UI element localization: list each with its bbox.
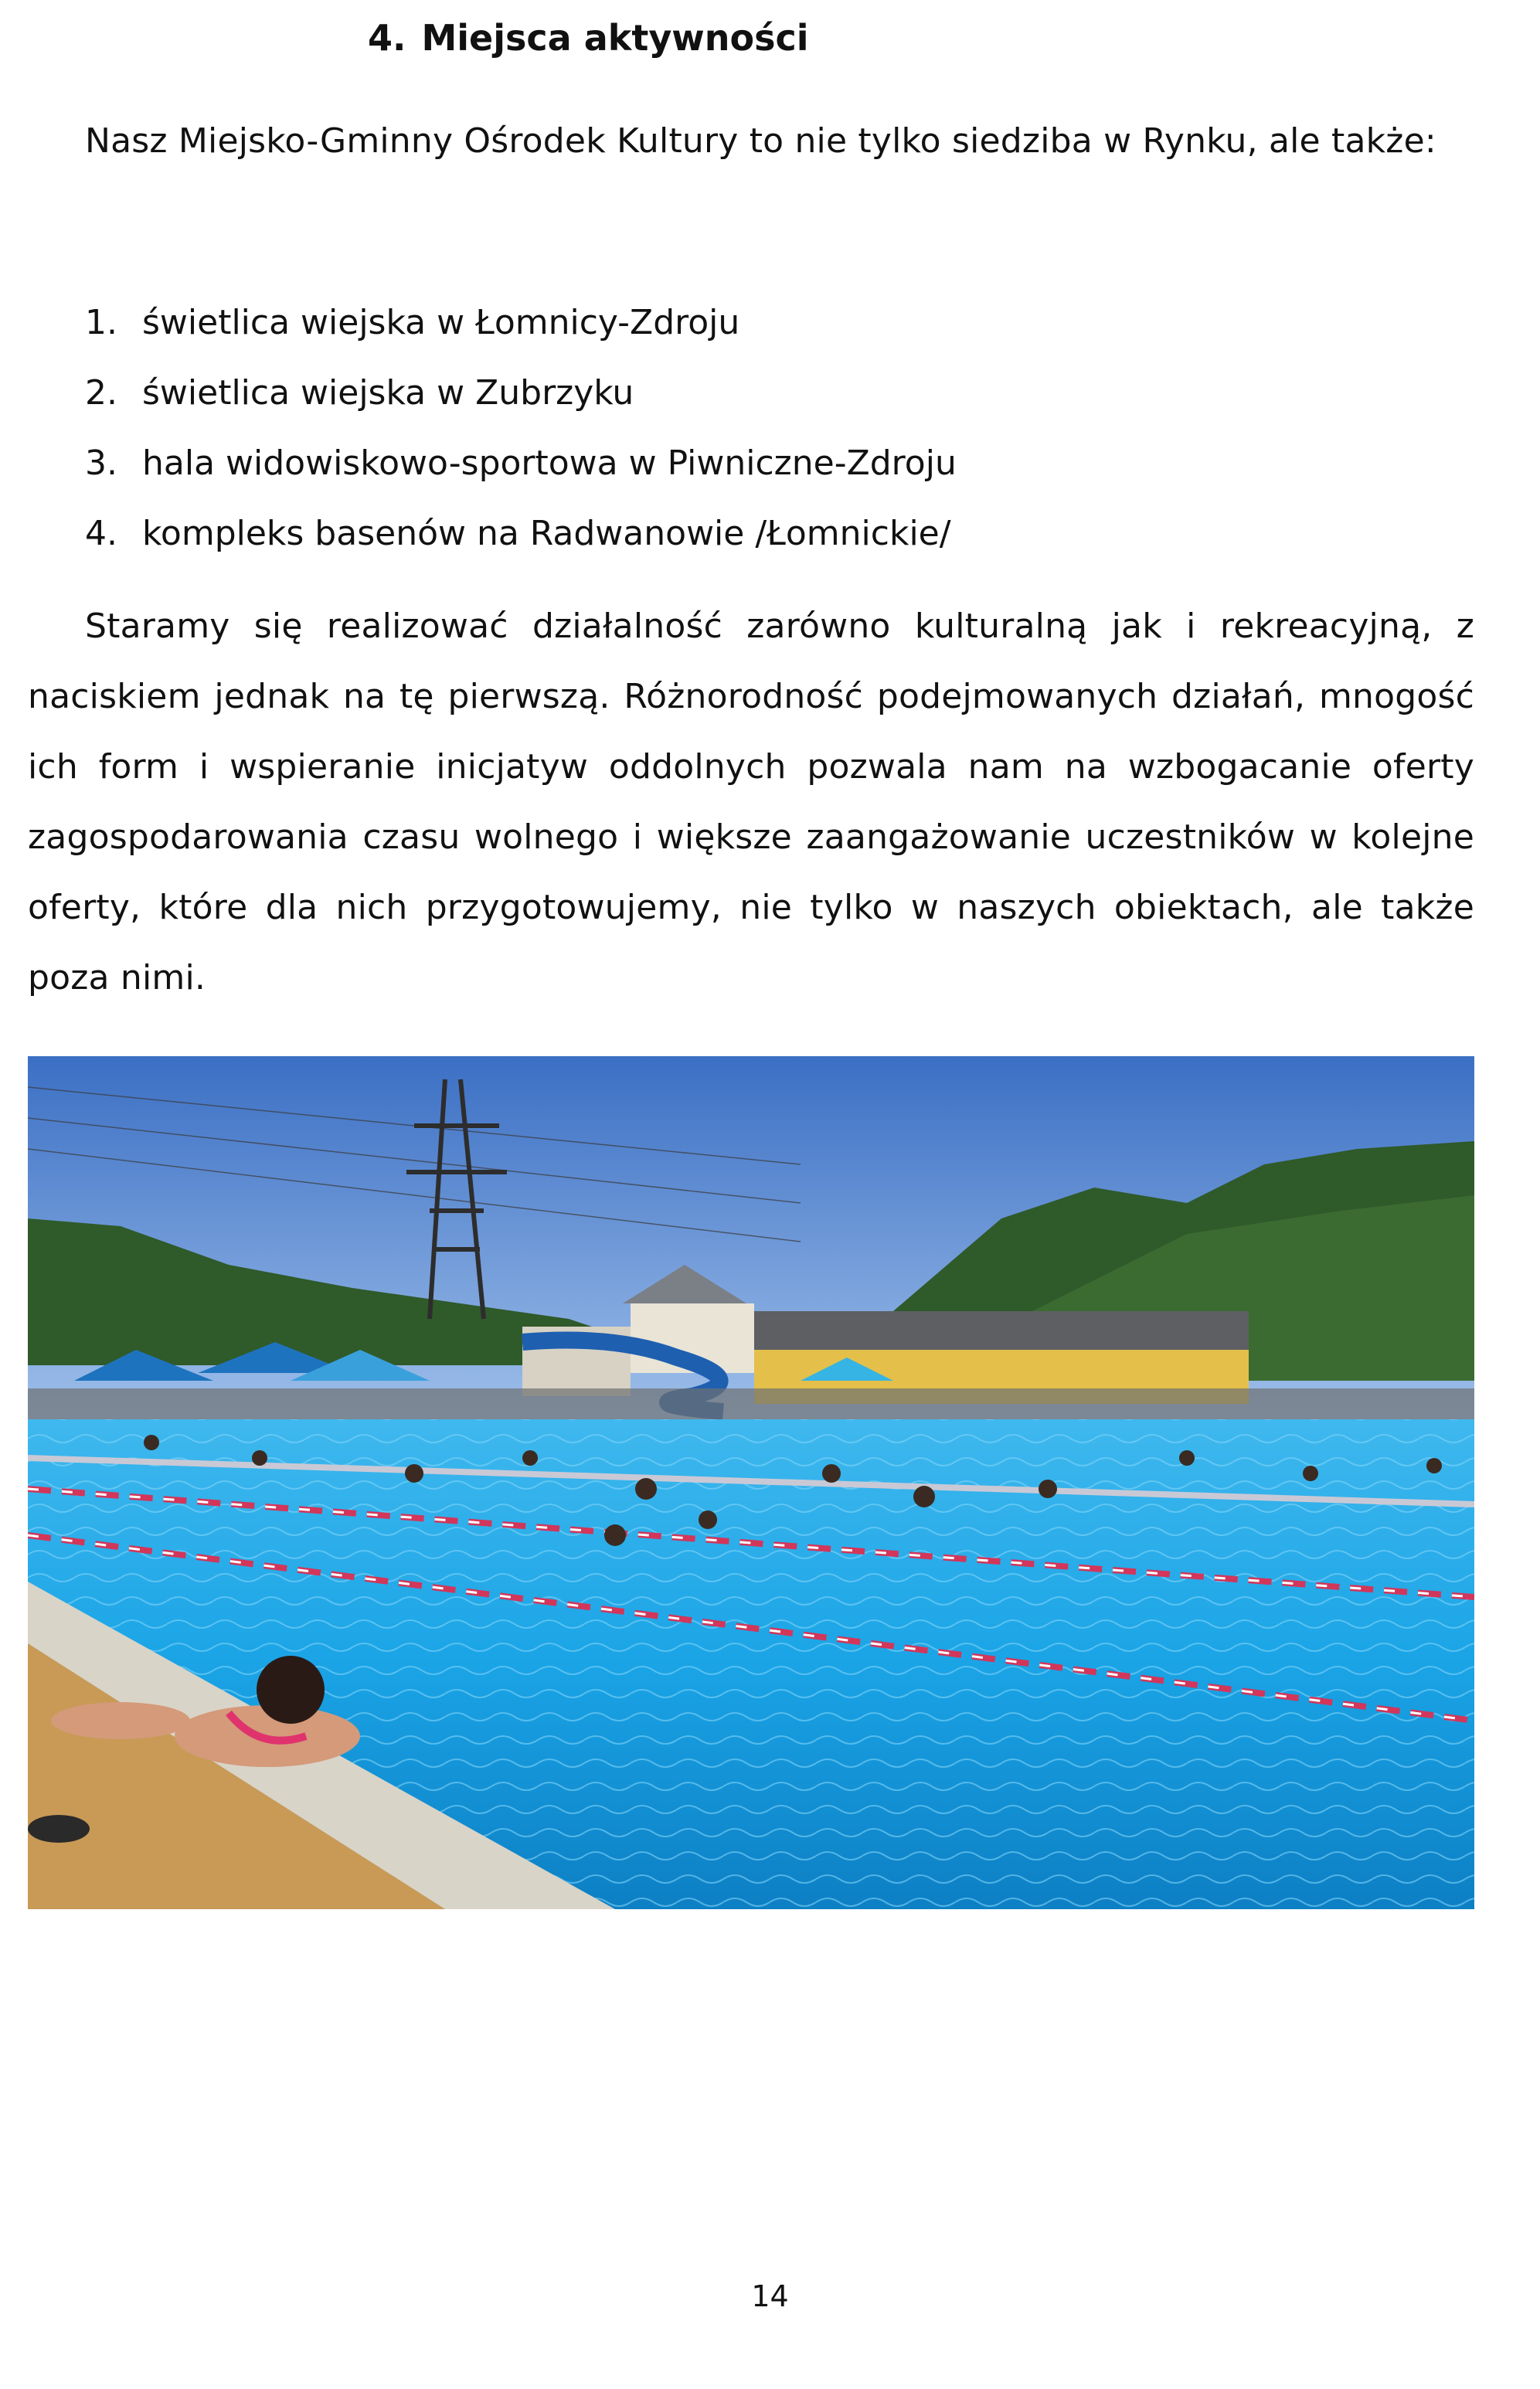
far-deck <box>28 1388 1474 1419</box>
list-item-number: 4. <box>85 514 117 553</box>
list-item <box>85 287 957 358</box>
activity-paragraph <box>28 591 1474 1013</box>
list-item <box>85 358 957 428</box>
list-item-label: kompleks basenów na Radwanowie /Łomnickie/ <box>142 514 951 553</box>
list-item-label: świetlica wiejska w Łomnicy-Zdroju <box>142 303 740 342</box>
facilities-list <box>85 287 957 569</box>
pool-photo-illustration <box>28 1056 1474 1909</box>
list-item-number: 1. <box>85 303 117 342</box>
flip-flops <box>28 1815 90 1843</box>
activity-text: Staramy się realizować działalność zarówno kulturalną jak i rekreacyjną, z naciskiem jednak na tę pierwszą. Różnorodność podejmowanych działań, mnogość ich form i wspieranie inicjatyw oddolnych pozwala nam na wzbogacanie oferty zagospodarowania czasu wolnego i większe zaangażowanie uczestników w kolejne oferty, które dla nich przygotowujemy, nie tylko w naszych obiektach, ale także poza nimi. <box>28 607 1474 997</box>
list-item-label: hala widowiskowo-sportowa w Piwniczne-Zdroju <box>142 443 957 483</box>
page-number: 14 <box>751 2279 789 2313</box>
list-item <box>85 428 957 498</box>
intro-text: Nasz Miejsko-Gminny Ośrodek Kultury to nie tylko siedziba w Rynku, ale także: <box>85 121 1436 161</box>
intro-paragraph <box>28 106 1474 176</box>
pool-photo <box>28 1056 1474 1909</box>
list-item-label: świetlica wiejska w Zubrzyku <box>142 373 634 413</box>
list-item <box>85 498 957 569</box>
section-number: 4. <box>368 17 406 59</box>
section-heading <box>368 14 809 62</box>
list-item-number: 3. <box>85 443 117 483</box>
section-title: Miejsca aktywności <box>421 17 809 59</box>
list-item-number: 2. <box>85 373 117 413</box>
